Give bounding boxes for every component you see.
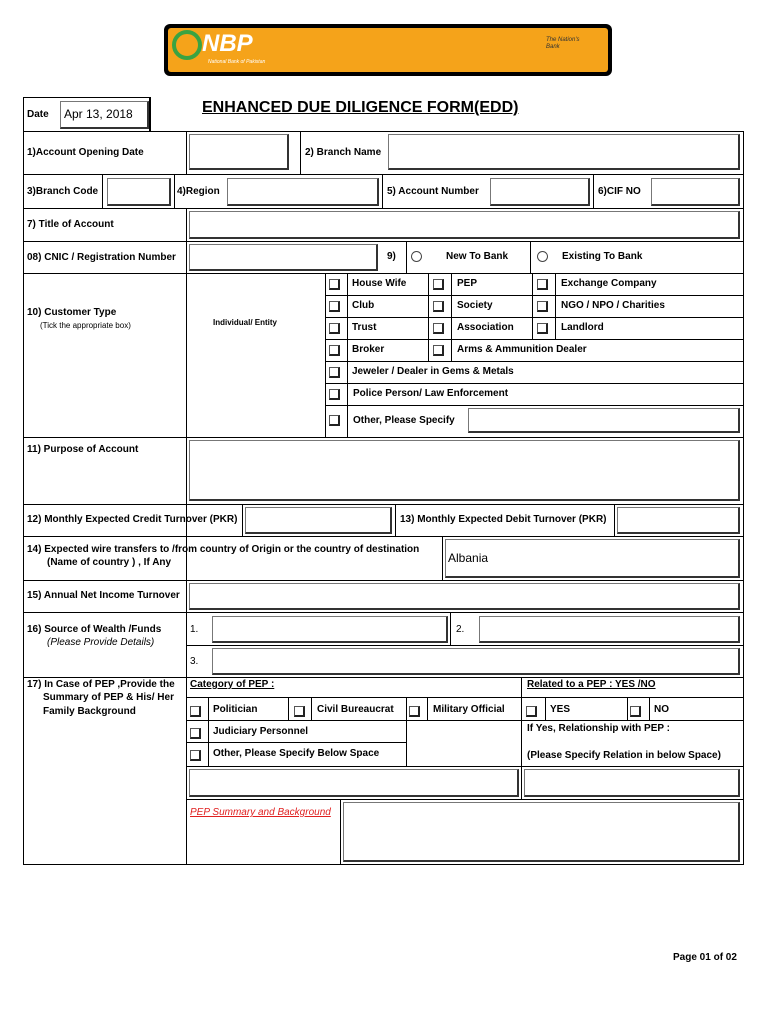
- other-pep-label: Other, Please Specify Below Space: [213, 748, 380, 759]
- date-label: Date: [27, 109, 49, 120]
- related-to-pep-label: Related to a PEP : YES /NO: [527, 679, 656, 690]
- ngo-checkbox[interactable]: [537, 301, 548, 312]
- debit-turnover-label: 13) Monthly Expected Debit Turnover (PKR): [400, 514, 607, 525]
- judiciary-label: Judiciary Personnel: [213, 726, 309, 737]
- debit-turnover-field[interactable]: [617, 507, 740, 534]
- ngo-label: NGO / NPO / Charities: [561, 300, 665, 311]
- pep-label: PEP: [457, 278, 478, 289]
- civil-bureaucrat-checkbox[interactable]: [294, 706, 305, 717]
- police-checkbox[interactable]: [329, 389, 340, 400]
- date-value: Apr 13, 2018: [64, 107, 133, 121]
- military-official-checkbox[interactable]: [409, 706, 420, 717]
- new-to-bank-label: New To Bank: [446, 251, 509, 262]
- annual-income-field[interactable]: [189, 583, 740, 610]
- category-of-pep-label: Category of PEP :: [190, 679, 275, 690]
- exchange-company-checkbox[interactable]: [537, 279, 548, 290]
- branch-name-field[interactable]: [388, 134, 740, 170]
- credit-turnover-field[interactable]: [245, 507, 392, 534]
- wire-transfers-sublabel: (Name of country ) , If Any: [47, 557, 172, 568]
- purpose-of-account-field[interactable]: [189, 440, 740, 501]
- cif-no-label: 6)CIF NO: [598, 186, 641, 197]
- politician-label: Politician: [213, 704, 258, 715]
- source-of-wealth-sublabel: (Please Provide Details): [47, 637, 155, 648]
- account-opening-date-field[interactable]: [189, 134, 289, 170]
- yes-checkbox[interactable]: [526, 706, 537, 717]
- title-of-account-label: 7) Title of Account: [27, 219, 114, 230]
- other-type-checkbox[interactable]: [329, 415, 340, 426]
- source-of-wealth-label: 16) Source of Wealth /Funds: [27, 624, 162, 635]
- branch-code-field[interactable]: [107, 178, 171, 206]
- source-2-number: 2.: [456, 624, 465, 635]
- source-2-field[interactable]: [479, 616, 740, 643]
- nbp-logo-banner: [164, 24, 612, 76]
- logo-subtext: National Bank of Pakistan: [208, 59, 266, 65]
- branch-name-label: 2) Branch Name: [305, 147, 382, 158]
- club-checkbox[interactable]: [329, 301, 340, 312]
- jeweler-label: Jeweler / Dealer in Gems & Metals: [352, 366, 514, 377]
- other-type-field[interactable]: [468, 408, 740, 433]
- region-field[interactable]: [227, 178, 379, 206]
- pep-summary-label: PEP Summary and Background: [190, 807, 331, 818]
- country-value: Albania: [448, 551, 489, 565]
- trust-label: Trust: [352, 322, 377, 333]
- logo-tagline: The Nation's Bank: [546, 37, 580, 50]
- cnic-field[interactable]: [189, 244, 378, 271]
- military-official-label: Military Official: [433, 704, 505, 715]
- landlord-checkbox[interactable]: [537, 323, 548, 334]
- landlord-label: Landlord: [561, 322, 604, 333]
- other-pep-checkbox[interactable]: [190, 750, 201, 761]
- society-label: Society: [457, 300, 493, 311]
- title-of-account-field[interactable]: [189, 211, 740, 239]
- pep-section-label-2: Summary of PEP & His/ Her: [43, 692, 174, 703]
- region-label: 4)Region: [177, 186, 220, 197]
- customer-type-sublabel: (Tick the appropriate box): [40, 321, 131, 330]
- account-opening-date-label: 1)Account Opening Date: [27, 147, 144, 158]
- branch-code-label: 3)Branch Code: [27, 186, 99, 197]
- cnic-label: 08) CNIC / Registration Number: [27, 252, 176, 263]
- arms-dealer-checkbox[interactable]: [433, 345, 444, 356]
- exchange-company-label: Exchange Company: [561, 278, 657, 289]
- society-checkbox[interactable]: [433, 301, 444, 312]
- source-3-field[interactable]: [212, 648, 740, 675]
- relationship-field[interactable]: [524, 769, 740, 797]
- if-yes-relationship-label: If Yes, Relationship with PEP :: [527, 723, 670, 734]
- jeweler-checkbox[interactable]: [329, 367, 340, 378]
- pep-section-label: 17) In Case of PEP ,Provide the: [27, 679, 175, 690]
- politician-checkbox[interactable]: [190, 706, 201, 717]
- house-wife-label: House Wife: [352, 278, 407, 289]
- no-label: NO: [654, 704, 669, 715]
- page-number: Page 01 of 02: [673, 952, 737, 963]
- broker-label: Broker: [352, 344, 385, 355]
- new-to-bank-radio[interactable]: [411, 251, 422, 262]
- pep-section-label-3: Family Background: [43, 706, 136, 717]
- specify-relation-label: (Please Specify Relation in below Space): [527, 750, 721, 761]
- existing-to-bank-label: Existing To Bank: [562, 251, 643, 262]
- police-label: Police Person/ Law Enforcement: [353, 388, 509, 399]
- source-1-number: 1.: [190, 624, 199, 635]
- field-9-label: 9): [387, 251, 396, 262]
- logo-text: NBP: [202, 30, 253, 57]
- existing-to-bank-radio[interactable]: [537, 251, 548, 262]
- purpose-of-account-label: 11) Purpose of Account: [27, 444, 139, 455]
- annual-income-label: 15) Annual Net Income Turnover: [27, 590, 180, 601]
- pep-checkbox[interactable]: [433, 279, 444, 290]
- source-1-field[interactable]: [212, 616, 448, 643]
- individual-entity-label: Individual/ Entity: [213, 318, 278, 327]
- other-type-label: Other, Please Specify: [353, 415, 455, 426]
- country-field[interactable]: [445, 539, 740, 578]
- trust-checkbox[interactable]: [329, 323, 340, 334]
- cif-no-field[interactable]: [651, 178, 740, 206]
- date-field[interactable]: [60, 101, 149, 129]
- nbp-emblem-icon: [172, 30, 202, 60]
- account-number-field[interactable]: [490, 178, 590, 206]
- wire-transfers-label: 14) Expected wire transfers to /from country of Origin or the country of destination: [27, 544, 420, 555]
- arms-dealer-label: Arms & Ammunition Dealer: [457, 344, 587, 355]
- no-checkbox[interactable]: [630, 706, 641, 717]
- yes-label: YES: [550, 704, 571, 715]
- civil-bureaucrat-label: Civil Bureaucrat: [317, 704, 394, 715]
- association-label: Association: [457, 322, 514, 333]
- house-wife-checkbox[interactable]: [329, 279, 340, 290]
- customer-type-label: 10) Customer Type: [27, 307, 117, 318]
- pep-summary-field[interactable]: [343, 802, 740, 862]
- credit-turnover-label: 12) Monthly Expected Credit Turnover (PKR): [27, 514, 238, 525]
- form-title: ENHANCED DUE DILIGENCE FORM(EDD): [202, 99, 519, 116]
- judiciary-checkbox[interactable]: [190, 728, 201, 739]
- club-label: Club: [352, 300, 375, 311]
- account-number-label: 5) Account Number: [387, 186, 479, 197]
- source-3-number: 3.: [190, 656, 199, 667]
- association-checkbox[interactable]: [433, 323, 444, 334]
- other-pep-field[interactable]: [189, 769, 519, 797]
- broker-checkbox[interactable]: [329, 345, 340, 356]
